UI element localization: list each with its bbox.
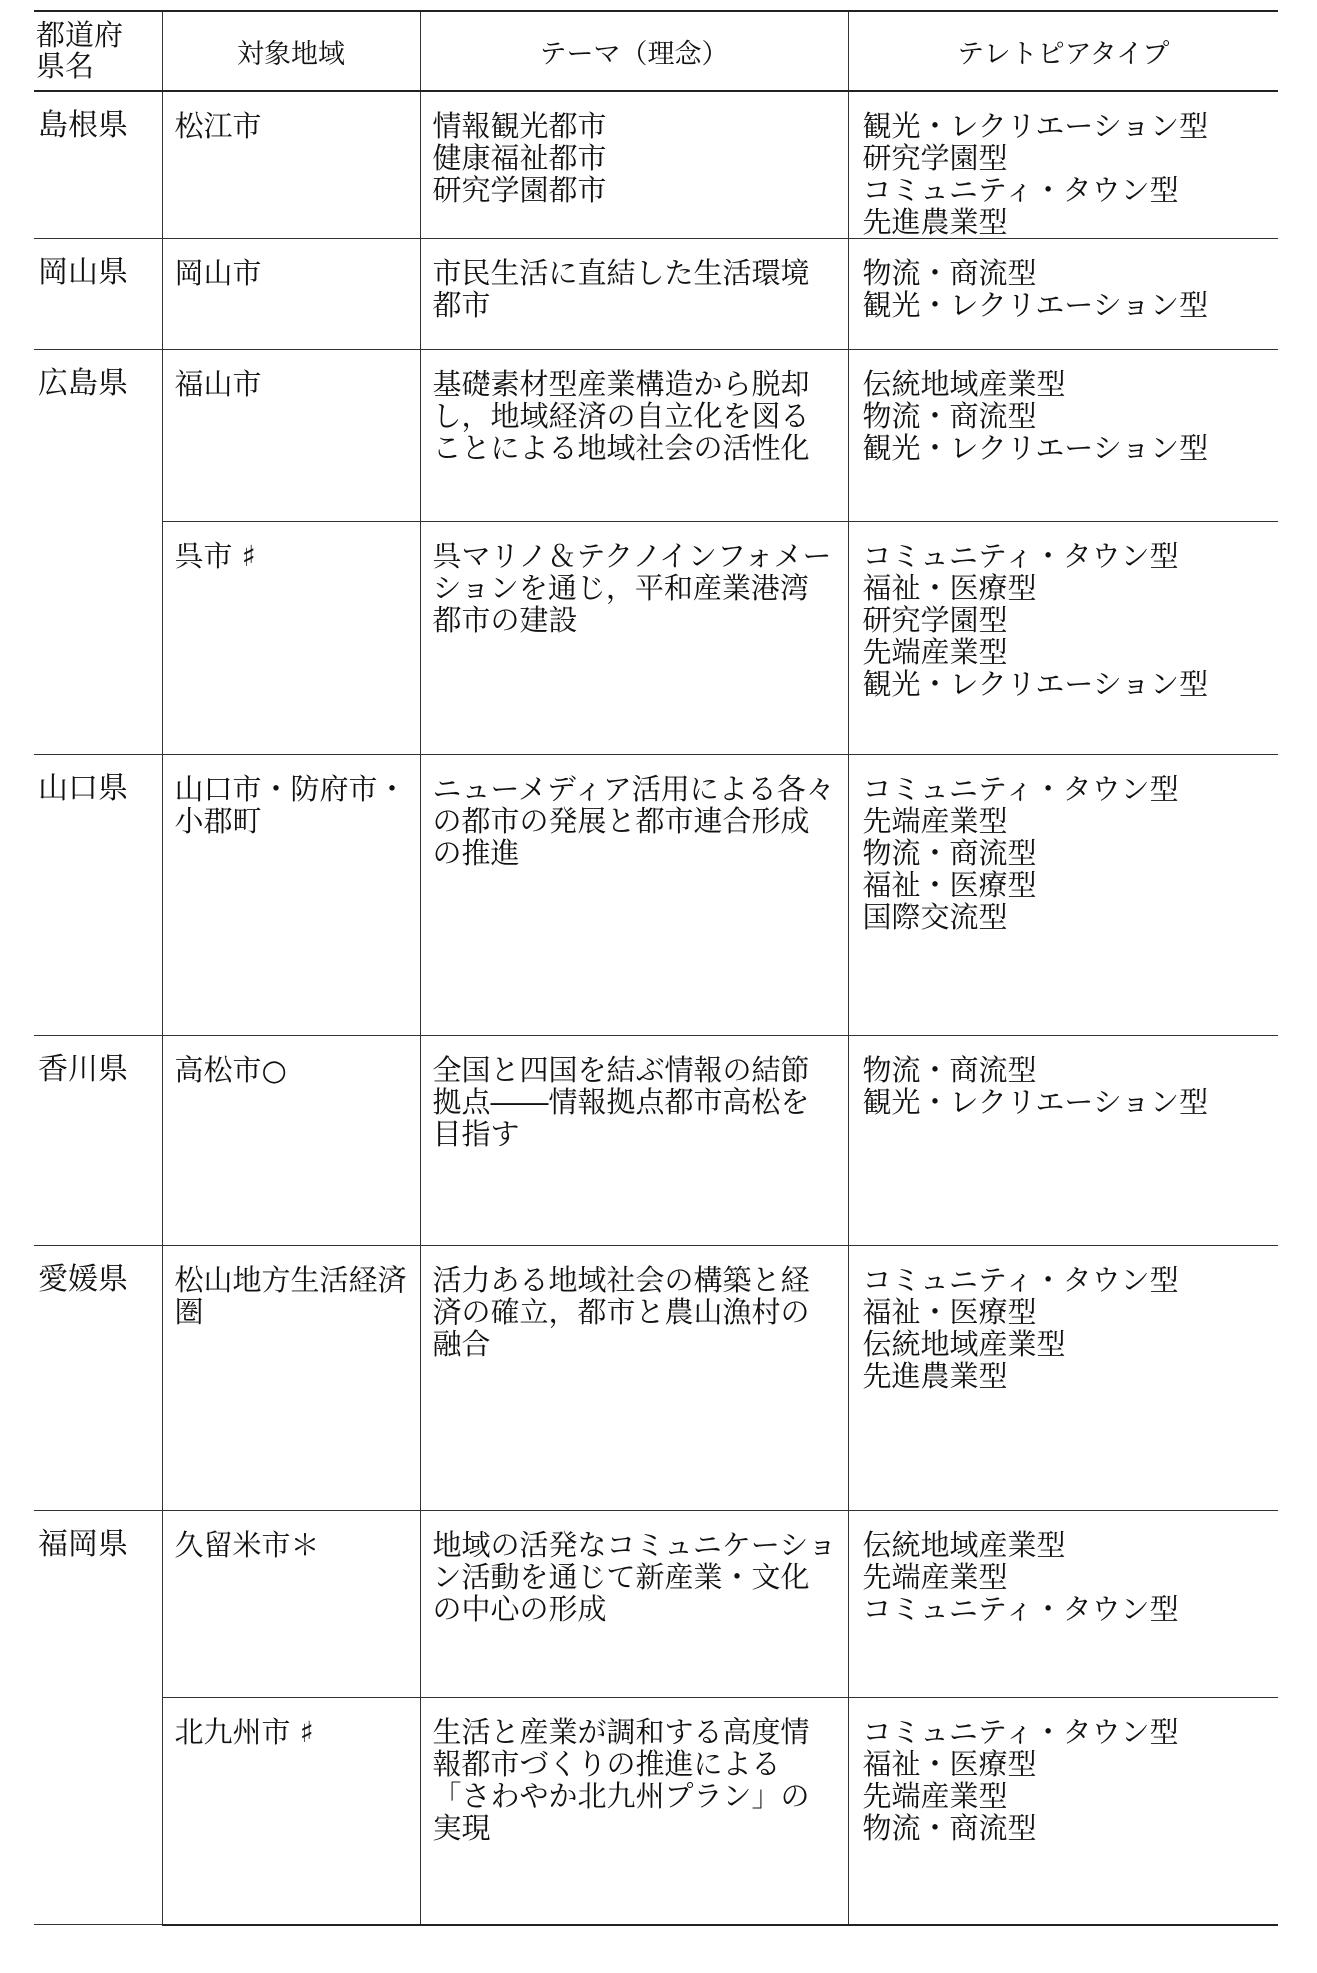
teletopia-table xyxy=(34,10,1278,1926)
area-cell: 山口市・防府市・小郡町 xyxy=(162,755,420,1036)
table-row xyxy=(34,755,1278,1036)
area-cell: 北九州市 ♯ xyxy=(162,1698,420,1925)
theme-cell: 市民生活に直結した生活環境都市 xyxy=(420,239,848,350)
header-type: テレトピアタイプ xyxy=(848,11,1278,91)
table-row xyxy=(34,1036,1278,1246)
area-cell: 松江市 xyxy=(162,91,420,239)
table-row xyxy=(34,91,1278,239)
table-row xyxy=(34,239,1278,350)
type-cell: コミュニティ・タウン型 先端産業型 物流・商流型 福祉・医療型 国際交流型 xyxy=(848,755,1278,1036)
table-header-row xyxy=(34,11,1278,91)
area-cell: 福山市 xyxy=(162,350,420,522)
type-cell: コミュニティ・タウン型 福祉・医療型 伝統地域産業型 先進農業型 xyxy=(848,1246,1278,1511)
type-cell: 物流・商流型 観光・レクリエーション型 xyxy=(848,239,1278,350)
prefecture-cell: 広島県 xyxy=(34,350,162,755)
header-prefecture: 都道府 県名 xyxy=(34,11,162,91)
prefecture-cell: 島根県 xyxy=(34,91,162,239)
area-cell: 高松市○ xyxy=(162,1036,420,1246)
prefecture-cell: 福岡県 xyxy=(34,1511,162,1925)
type-cell: コミュニティ・タウン型 福祉・医療型 先端産業型 物流・商流型 xyxy=(848,1698,1278,1925)
area-cell: 松山地方生活経済圏 xyxy=(162,1246,420,1511)
type-cell: コミュニティ・タウン型 福祉・医療型 研究学園型 先端産業型 観光・レクリエーション型 xyxy=(848,522,1278,755)
area-cell: 久留米市＊ xyxy=(162,1511,420,1698)
area-cell: 呉市 ♯ xyxy=(162,522,420,755)
theme-cell: ニューメディア活用による各々の都市の発展と都市連合形成の推進 xyxy=(420,755,848,1036)
theme-cell: 全国と四国を結ぶ情報の結節拠点――情報拠点都市高松を目指す xyxy=(420,1036,848,1246)
theme-cell: 活力ある地域社会の構築と経済の確立，都市と農山漁村の融合 xyxy=(420,1246,848,1511)
table-row xyxy=(34,522,1278,755)
type-cell: 観光・レクリエーション型 研究学園型 コミュニティ・タウン型 先進農業型 xyxy=(848,91,1278,239)
type-cell: 伝統地域産業型 先端産業型 コミュニティ・タウン型 xyxy=(848,1511,1278,1698)
header-area: 対象地域 xyxy=(162,11,420,91)
area-cell: 岡山市 xyxy=(162,239,420,350)
prefecture-cell: 愛媛県 xyxy=(34,1246,162,1511)
table-row xyxy=(34,1698,1278,1925)
prefecture-cell: 岡山県 xyxy=(34,239,162,350)
theme-cell: 生活と産業が調和する高度情報都市づくりの推進による「さわやか北九州プラン」の実現 xyxy=(420,1698,848,1925)
header-theme: テーマ（理念） xyxy=(420,11,848,91)
table-row xyxy=(34,350,1278,522)
prefecture-cell: 香川県 xyxy=(34,1036,162,1246)
type-cell: 伝統地域産業型 物流・商流型 観光・レクリエーション型 xyxy=(848,350,1278,522)
theme-cell: 地域の活発なコミュニケーション活動を通じて新産業・文化の中心の形成 xyxy=(420,1511,848,1698)
theme-cell: 呉マリノ＆テクノインフォメーションを通じ，平和産業港湾都市の建設 xyxy=(420,522,848,755)
table-row xyxy=(34,1246,1278,1511)
prefecture-cell: 山口県 xyxy=(34,755,162,1036)
table-row xyxy=(34,1511,1278,1698)
theme-cell: 基礎素材型産業構造から脱却し，地域経済の自立化を図ることによる地域社会の活性化 xyxy=(420,350,848,522)
theme-cell: 情報観光都市 健康福祉都市 研究学園都市 xyxy=(420,91,848,239)
type-cell: 物流・商流型 観光・レクリエーション型 xyxy=(848,1036,1278,1246)
